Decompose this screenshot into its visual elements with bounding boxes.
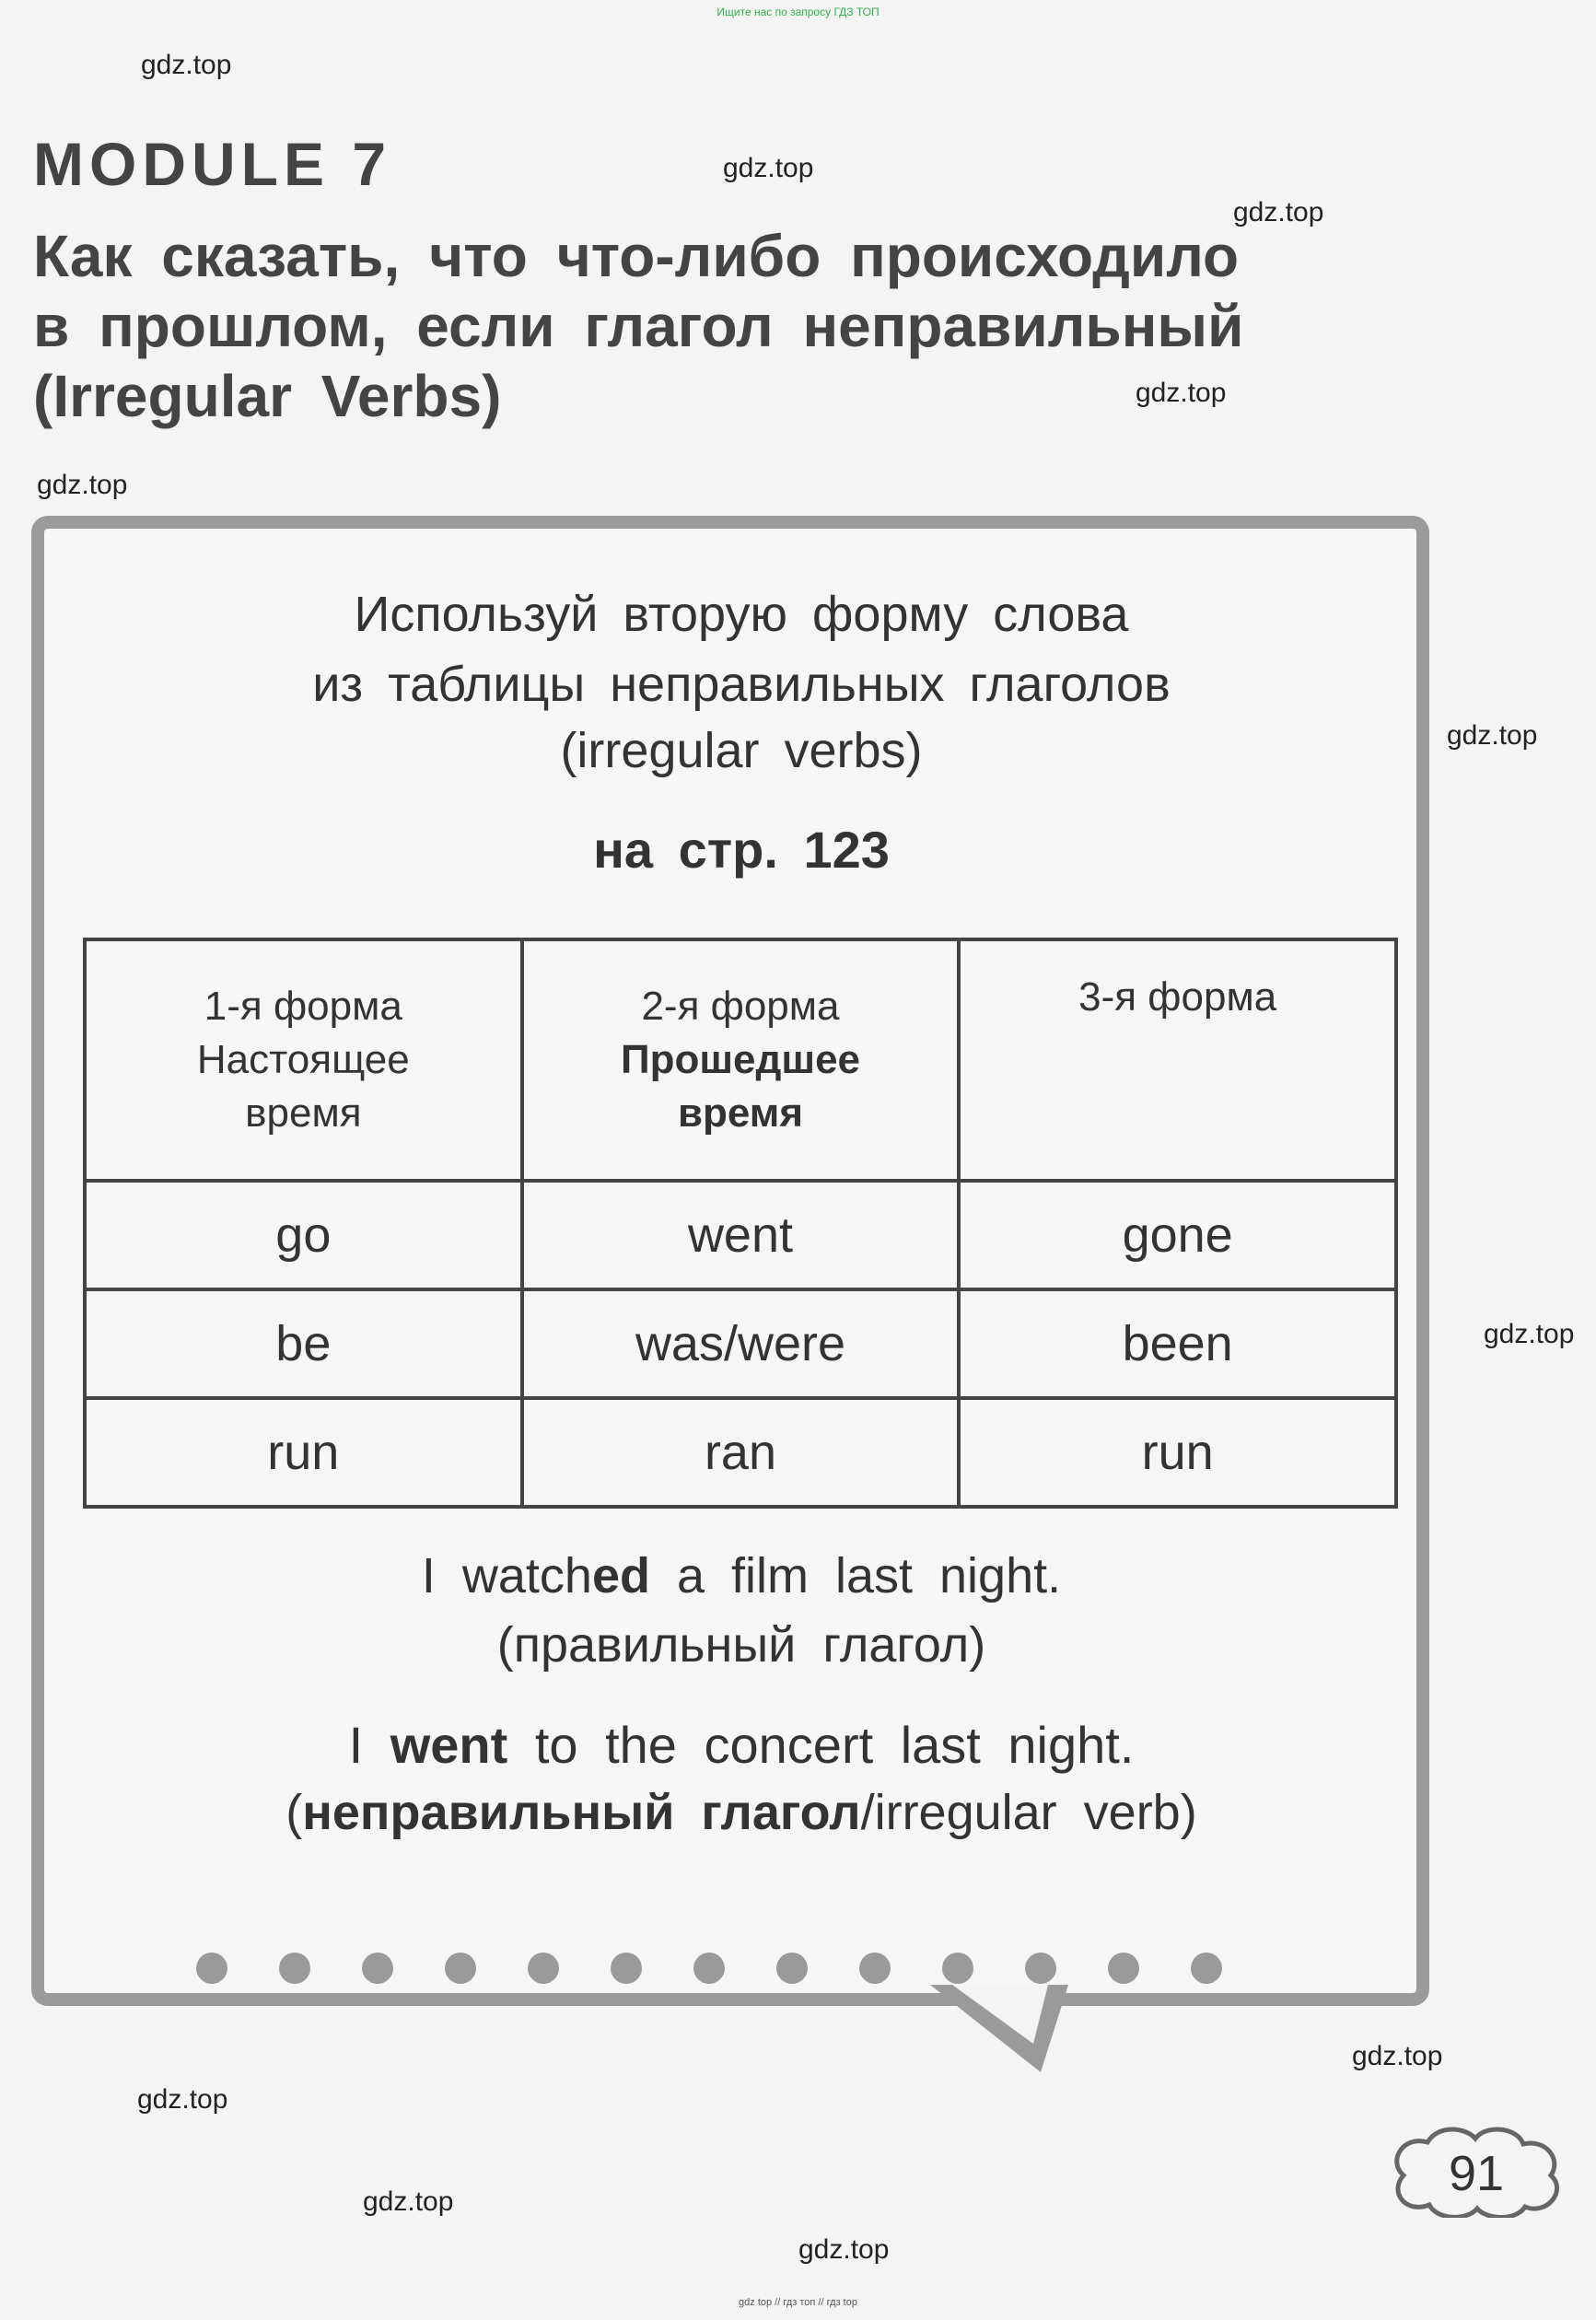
example-text: to the concert last night. [507,1716,1135,1774]
header-line: 1-я форма [204,984,402,1029]
column-header [959,939,1396,1181]
header-line: Прошедшее [620,1037,861,1082]
example-irregular-note [129,1784,1354,1841]
table-cell: went [522,1181,960,1289]
bottom-banner: gdz top // гдз топ // гдз top [739,2297,857,2308]
example-text: I watch [421,1548,592,1603]
example-text: a film last night. [649,1548,1062,1603]
header-line: 2-я форма [641,984,840,1029]
table-cell: ran [522,1398,960,1507]
instruction-line: (irregular verbs) [560,723,923,778]
header-line: время [677,1090,803,1136]
example-text: ( [285,1785,303,1840]
page-number-cloud [1391,2126,1562,2218]
watermark: gdz.top [723,153,814,183]
example-ending: ed [591,1548,650,1603]
example-regular-note: (правильный глагол) [496,1617,986,1673]
instruction-line: Используй вторую форму слова [354,587,1129,642]
table-row [85,1398,1396,1507]
top-banner: Ищите нас по запросу ГДЗ ТОП [716,6,880,18]
example-text: /irregular verb) [860,1785,1197,1840]
pins-decoration [184,1948,1289,2003]
watermark: gdz.top [1233,197,1324,227]
watermark: gdz.top [37,470,128,500]
table-cell: go [85,1181,522,1289]
header-line: 3-я форма [1078,974,1277,1020]
example-regular [129,1547,1354,1604]
table-cell: was/were [522,1289,960,1398]
example-verb: went [390,1716,508,1774]
example-note-bold: неправильный глагол [302,1785,861,1840]
header-line: Настоящее [196,1037,410,1082]
irregular-verbs-table [83,938,1398,1509]
table-row [85,1181,1396,1289]
table-cell: been [959,1289,1396,1398]
page-reference: на стр. 123 [593,821,890,879]
table-row [85,1289,1396,1398]
page-number: 91 [1448,2146,1505,2201]
table-header-row [85,939,1396,1181]
watermark: gdz.top [137,2084,228,2115]
watermark: gdz.top [798,2234,890,2265]
heading-line: в прошлом, если глагол неправильный [33,293,1244,359]
table-cell: run [959,1398,1396,1507]
table-cell: be [85,1289,522,1398]
heading-line: (Irregular Verbs) [33,363,502,429]
instruction-line: из таблицы неправильных глаголов [312,657,1171,712]
table-cell: gone [959,1181,1396,1289]
watermark: gdz.top [1484,1319,1575,1349]
section-heading [33,221,1470,431]
column-header [522,939,960,1181]
watermark: gdz.top [363,2186,454,2217]
example-text: I [348,1716,390,1774]
watermark: gdz.top [1136,378,1227,408]
watermark: gdz.top [1447,720,1538,751]
table-cell: run [85,1398,522,1507]
example-irregular [129,1715,1354,1775]
watermark: gdz.top [1352,2041,1443,2071]
module-title: MODULE 7 [33,130,392,198]
column-header [85,939,522,1181]
watermark: gdz.top [141,50,232,80]
heading-line: Как сказать, что что-либо происходило [33,223,1240,289]
header-line: время [245,1090,362,1136]
